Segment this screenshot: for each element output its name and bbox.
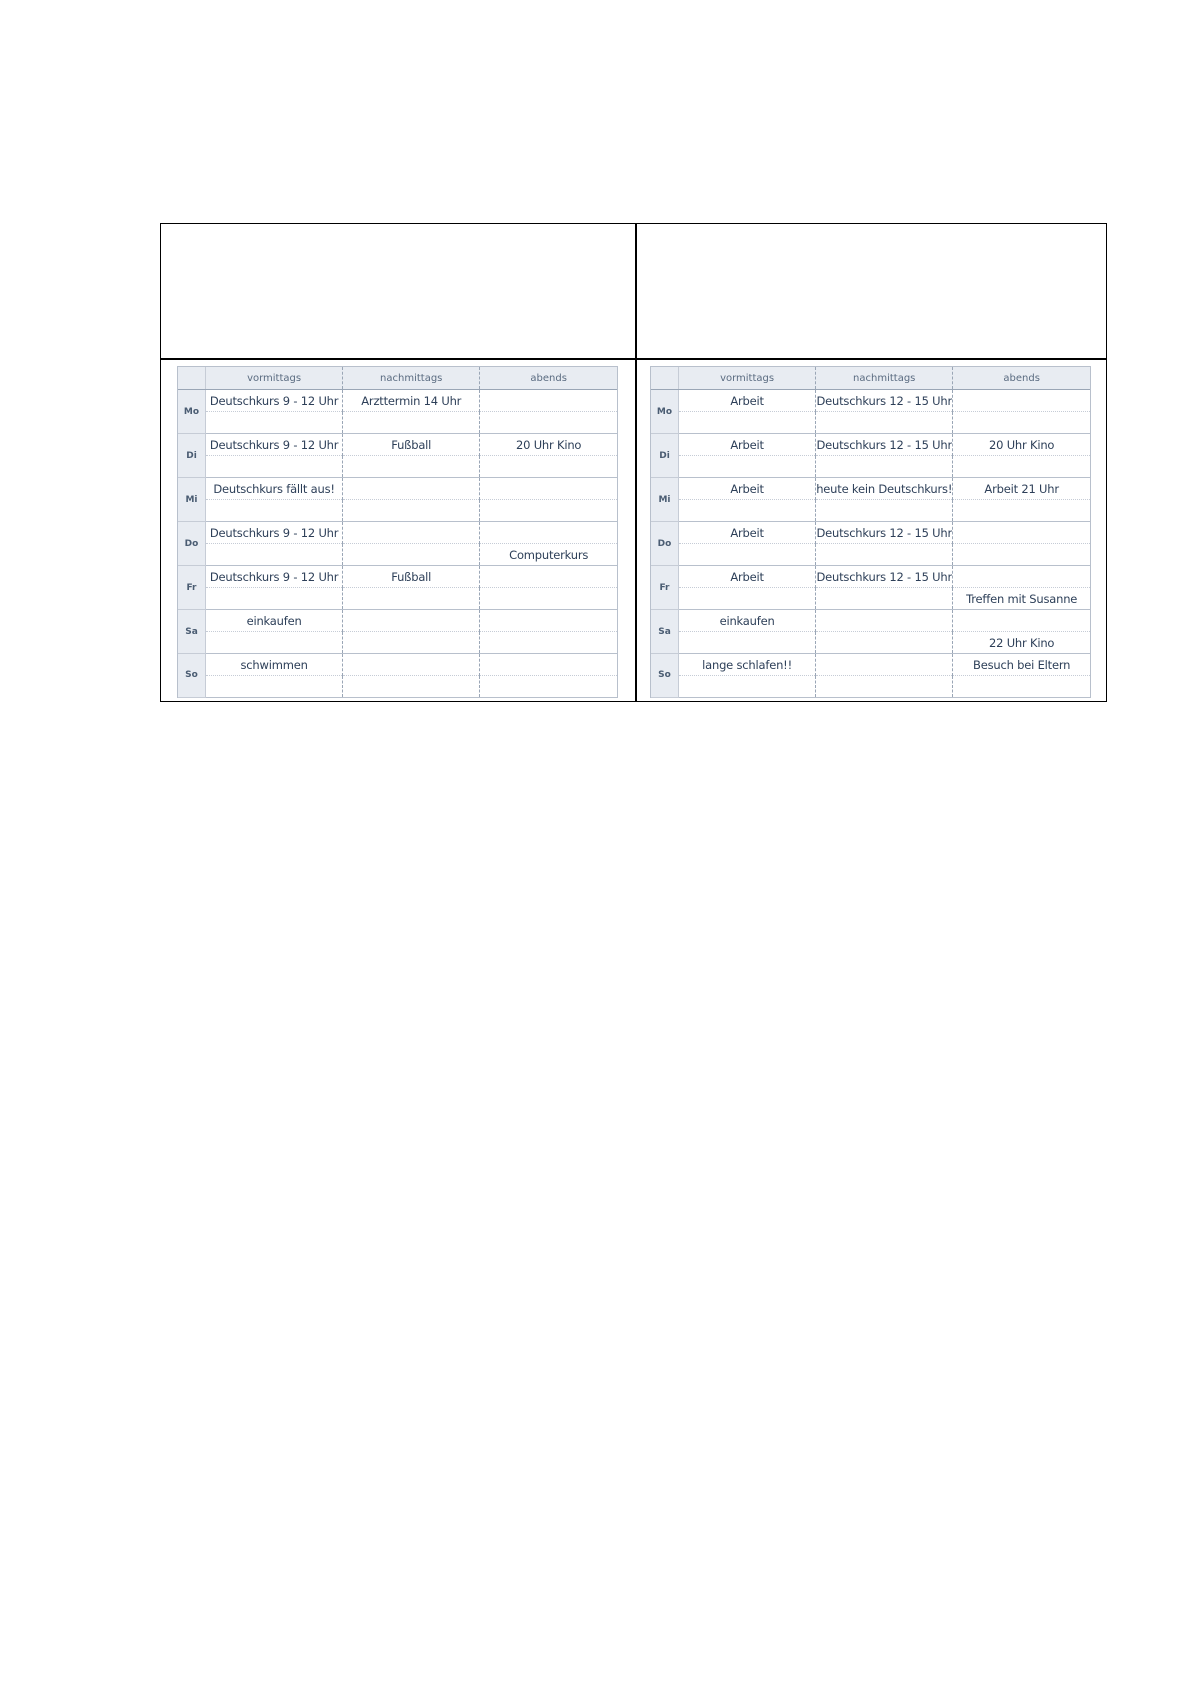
weekly-schedule-table: [178, 367, 617, 698]
blank-cell-right[interactable]: [637, 224, 1107, 358]
day-label: Di: [651, 434, 679, 478]
schedule-row: [651, 654, 1090, 676]
schedule-entry: Arbeit: [679, 566, 816, 588]
schedule-entry: Deutschkurs 12 - 15 Uhr: [816, 390, 953, 412]
day-label: Mo: [651, 390, 679, 434]
schedule-entry: [679, 456, 816, 478]
schedule-row: [178, 390, 617, 412]
day-label: Mi: [178, 478, 206, 522]
schedule-row: [651, 588, 1090, 610]
schedule-row: [651, 566, 1090, 588]
day-label: Sa: [651, 610, 679, 654]
schedule-entry: schwimmen: [206, 654, 343, 676]
schedule-entry: Fußball: [343, 566, 480, 588]
schedule-entry: [816, 632, 953, 654]
day-label: Fr: [651, 566, 679, 610]
schedule-row: [651, 434, 1090, 456]
schedule-entry: [343, 478, 480, 500]
schedule-entry: [480, 654, 617, 676]
schedule-entry: [953, 500, 1090, 522]
schedule-entry: [480, 610, 617, 632]
schedule-entry: [953, 544, 1090, 566]
schedule-entry: [343, 456, 480, 478]
schedule-entry: [816, 500, 953, 522]
schedule-entry: [480, 456, 617, 478]
column-header: vormittags: [679, 367, 816, 390]
schedule-row: [178, 412, 617, 434]
schedule-entry: 20 Uhr Kino: [480, 434, 617, 456]
schedule-row: [651, 412, 1090, 434]
schedule-row: [178, 456, 617, 478]
schedule-entry: 22 Uhr Kino: [953, 632, 1090, 654]
schedule-entry: [343, 522, 480, 544]
column-header: nachmittags: [816, 367, 953, 390]
schedule-entry: Deutschkurs 12 - 15 Uhr: [816, 566, 953, 588]
table-divider-horizontal: [161, 358, 1106, 360]
schedule-entry: [343, 610, 480, 632]
schedule-entry: Arzttermin 14 Uhr: [343, 390, 480, 412]
schedule-entry: Arbeit: [679, 434, 816, 456]
schedule-entry: [679, 412, 816, 434]
schedule-entry: [816, 610, 953, 632]
schedule-entry: [953, 610, 1090, 632]
schedule-entry: 20 Uhr Kino: [953, 434, 1090, 456]
column-header: abends: [480, 367, 617, 390]
schedule-entry: [343, 544, 480, 566]
schedule-row: [178, 478, 617, 500]
schedule-entry: [343, 632, 480, 654]
day-label: Fr: [178, 566, 206, 610]
schedule-row: [651, 610, 1090, 632]
schedule-left: [177, 366, 618, 698]
schedule-entry: Deutschkurs 9 - 12 Uhr: [206, 522, 343, 544]
schedule-entry: einkaufen: [206, 610, 343, 632]
schedule-entry: [816, 544, 953, 566]
schedule-entry: Arbeit 21 Uhr: [953, 478, 1090, 500]
schedule-row: [178, 566, 617, 588]
schedule-entry: [206, 632, 343, 654]
schedule-entry: Deutschkurs 9 - 12 Uhr: [206, 566, 343, 588]
schedule-row: [178, 654, 617, 676]
schedule-entry: [953, 522, 1090, 544]
schedule-entry: [679, 632, 816, 654]
day-label: So: [651, 654, 679, 698]
schedule-entry: Treffen mit Susanne: [953, 588, 1090, 610]
day-label: Di: [178, 434, 206, 478]
schedule-entry: einkaufen: [679, 610, 816, 632]
schedule-entry: Deutschkurs 12 - 15 Uhr: [816, 434, 953, 456]
schedule-entry: [206, 544, 343, 566]
schedule-entry: [206, 500, 343, 522]
schedule-entry: [679, 588, 816, 610]
header-corner: [651, 367, 679, 390]
schedule-entry: [206, 456, 343, 478]
schedule-row: [651, 478, 1090, 500]
schedule-entry: [480, 390, 617, 412]
schedule-entry: Arbeit: [679, 522, 816, 544]
schedule-entry: [953, 412, 1090, 434]
schedule-entry: heute kein Deutschkurs!: [816, 478, 953, 500]
schedule-row: [178, 610, 617, 632]
schedule-row: [651, 390, 1090, 412]
schedule-row: [651, 522, 1090, 544]
schedule-entry: [206, 676, 343, 698]
schedule-entry: [480, 676, 617, 698]
schedule-row: [178, 522, 617, 544]
schedule-entry: [206, 412, 343, 434]
schedule-entry: Arbeit: [679, 478, 816, 500]
schedule-entry: [480, 412, 617, 434]
day-label: Do: [651, 522, 679, 566]
schedule-entry: [816, 654, 953, 676]
schedule-row: [178, 632, 617, 654]
weekly-schedule-table: [651, 367, 1090, 698]
worksheet-table: [160, 223, 1107, 702]
schedule-entry: [953, 390, 1090, 412]
schedule-row: [651, 544, 1090, 566]
schedule-entry: [343, 588, 480, 610]
column-header: vormittags: [206, 367, 343, 390]
schedule-row: [178, 676, 617, 698]
schedule-row: [178, 588, 617, 610]
schedule-row: [178, 434, 617, 456]
schedule-entry: [343, 654, 480, 676]
schedule-entry: [953, 676, 1090, 698]
schedule-entry: [953, 456, 1090, 478]
schedule-entry: Arbeit: [679, 390, 816, 412]
schedule-entry: Besuch bei Eltern: [953, 654, 1090, 676]
blank-cell-left[interactable]: [161, 224, 635, 358]
schedule-entry: [679, 676, 816, 698]
schedule-entry: [816, 588, 953, 610]
column-header: abends: [953, 367, 1090, 390]
schedule-entry: [480, 632, 617, 654]
schedule-entry: [816, 412, 953, 434]
header-corner: [178, 367, 206, 390]
schedule-entry: Deutschkurs fällt aus!: [206, 478, 343, 500]
column-header: nachmittags: [343, 367, 480, 390]
schedule-entry: [816, 676, 953, 698]
schedule-row: [651, 500, 1090, 522]
day-label: Sa: [178, 610, 206, 654]
schedule-right: [650, 366, 1091, 698]
schedule-entry: Computerkurs: [480, 544, 617, 566]
day-label: So: [178, 654, 206, 698]
schedule-row: [178, 500, 617, 522]
schedule-entry: [679, 500, 816, 522]
schedule-entry: [480, 566, 617, 588]
schedule-entry: [480, 522, 617, 544]
schedule-entry: [679, 544, 816, 566]
schedule-entry: Fußball: [343, 434, 480, 456]
day-label: Mi: [651, 478, 679, 522]
schedule-entry: lange schlafen!!: [679, 654, 816, 676]
schedule-entry: [343, 500, 480, 522]
schedule-row: [178, 544, 617, 566]
day-label: Do: [178, 522, 206, 566]
schedule-entry: Deutschkurs 12 - 15 Uhr: [816, 522, 953, 544]
schedule-row: [651, 632, 1090, 654]
schedule-entry: [343, 412, 480, 434]
schedule-entry: [206, 588, 343, 610]
schedule-entry: Deutschkurs 9 - 12 Uhr: [206, 434, 343, 456]
schedule-entry: [343, 676, 480, 698]
schedule-row: [651, 676, 1090, 698]
schedule-entry: [480, 478, 617, 500]
schedule-entry: [480, 588, 617, 610]
schedule-entry: Deutschkurs 9 - 12 Uhr: [206, 390, 343, 412]
schedule-entry: [953, 566, 1090, 588]
schedule-entry: [480, 500, 617, 522]
schedule-entry: [816, 456, 953, 478]
schedule-row: [651, 456, 1090, 478]
day-label: Mo: [178, 390, 206, 434]
